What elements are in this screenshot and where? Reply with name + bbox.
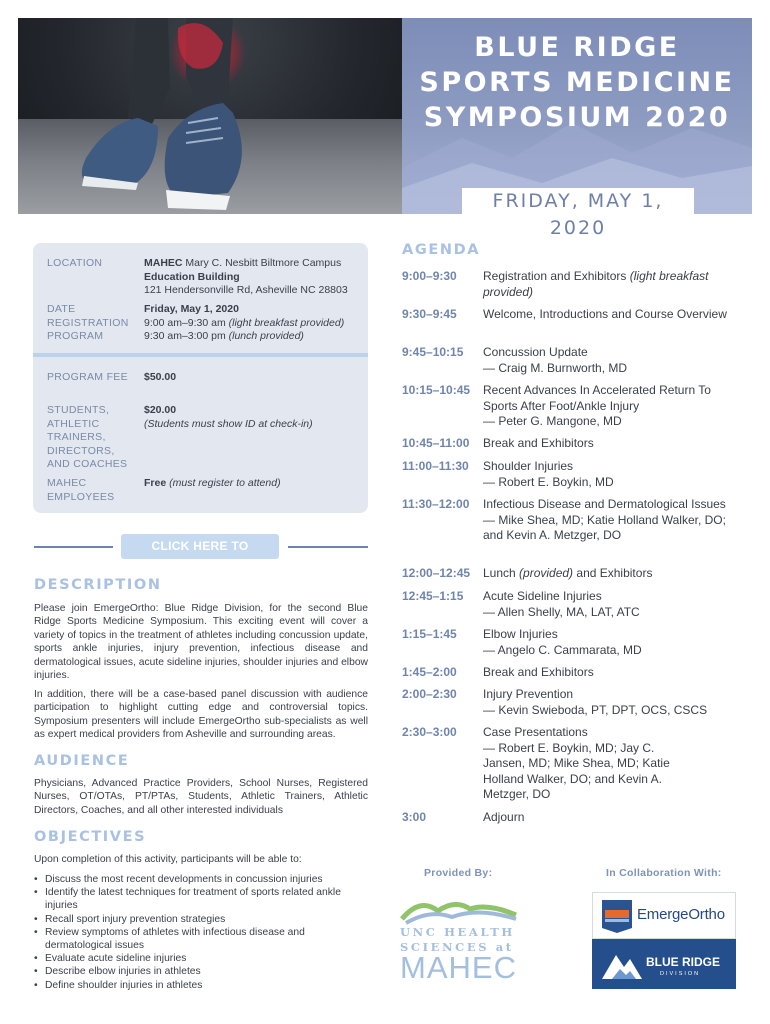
event-date-banner: FRIDAY, MAY 1, 2020: [462, 188, 694, 214]
emergeortho-wordmark: EmergeOrtho: [637, 906, 725, 923]
list-item: • Evaluate acute sideline injuries: [34, 952, 368, 965]
agenda-time: 9:00–9:30: [402, 269, 457, 283]
fee-value: $50.00: [144, 371, 177, 383]
fee-label: PROGRAM FEE: [47, 371, 128, 383]
description-heading: DESCRIPTION: [34, 577, 162, 593]
hero-banner: [18, 18, 752, 239]
agenda-title: Injury Prevention: [483, 687, 574, 701]
objectives-heading: OBJECTIVES: [34, 829, 147, 845]
list-item: • Review symptoms of athletes with infectious disease and dermatological issues: [34, 926, 368, 952]
provided-by-label: Provided By:: [424, 867, 493, 879]
location-label: LOCATION: [47, 257, 103, 269]
agenda-time: 2:30–3:00: [402, 725, 457, 739]
blue-ridge-mountain-icon: [600, 945, 644, 983]
date-values: [144, 303, 344, 344]
audience-text: Physicians, Advanced Practice Providers, School Nurses, Registered Nurses, OT/OTAs, PT/PTAs, Students, Athletic Trainers, Athletic Directors, Coaches, and all other interested individuals: [34, 778, 368, 816]
agenda-speaker: — Angelo C. Cammarata, MD: [483, 642, 642, 657]
agenda-title: Concussion Update: [483, 345, 588, 359]
location-address: 121 Hendersonville Rd, Asheville NC 28803: [144, 284, 348, 296]
agenda-time: 1:15–1:45: [402, 627, 457, 641]
mahec-employees-value: [144, 477, 281, 491]
agenda-title: Registration and Exhibitors: [483, 269, 630, 283]
agenda-speaker: — Kevin Swieboda, PT, DPT, OCS, CSCS: [483, 702, 708, 717]
agenda-title: Recent Advances In Accelerated Return To Sports After Foot/Ankle Injury: [483, 383, 711, 413]
date-label: DATE: [47, 303, 76, 315]
list-item: • Describe elbow injuries in athletes: [34, 965, 368, 978]
registration-note: (light breakfast provided): [228, 316, 345, 329]
agenda-title: Shoulder Injuries: [483, 459, 574, 473]
agenda-time: 1:45–2:00: [402, 665, 457, 679]
mahec-wordmark: MAHEC: [400, 950, 517, 985]
agenda-time: 2:00–2:30: [402, 687, 457, 701]
agenda-title-after: and Exhibitors: [573, 566, 653, 580]
agenda-title: Adjourn: [483, 810, 525, 824]
agenda-title: Case Presentations: [483, 725, 588, 739]
agenda-time: 12:00–12:45: [402, 566, 471, 580]
agenda-time: 9:45–10:15: [402, 345, 464, 359]
agenda-speaker: — Allen Shelly, MA, LAT, ATC: [483, 604, 640, 619]
agenda-speaker: — Robert E. Boykin, MD; Jay C. Jansen, MD; Mike Shea, MD; Katie Holland Walker, DO; and Kevin A. Metzger, DO: [483, 740, 670, 801]
students-label-line: STUDENTS,: [47, 404, 110, 416]
division-wordmark: DIVISION: [660, 971, 701, 977]
location-building: Education Building: [144, 270, 240, 283]
shoes-illustration: [18, 18, 402, 214]
event-info-box: [33, 243, 368, 513]
program-note: (lunch provided): [228, 330, 304, 342]
info-divider: [33, 353, 368, 357]
agenda-speaker: — Mike Shea, MD; Katie Holland Walker, DO; and Kevin A. Metzger, DO: [483, 512, 726, 542]
hero-photo-running-shoes: [18, 18, 402, 214]
date-value: Friday, May 1, 2020: [144, 303, 239, 315]
mahec-fee: Free: [144, 477, 167, 489]
program-time: 9:30 am–3:00 pm: [144, 330, 229, 342]
mahec-employees-label: [47, 477, 114, 504]
title-line-3: SYMPOSIUM 2020: [423, 102, 731, 133]
students-note: (Students must show ID at check-in): [144, 417, 313, 430]
agenda-time: 9:30–9:45: [402, 307, 457, 321]
date-labels: [47, 303, 129, 344]
agenda-title: Elbow Injuries: [483, 627, 558, 641]
agenda-time: 10:45–11:00: [402, 436, 470, 450]
collaboration-label: In Collaboration With:: [606, 867, 722, 879]
title-line-1: BLUE RIDGE: [474, 32, 680, 63]
mahec-label-line: MAHEC: [47, 477, 87, 489]
registration-label: REGISTRATION: [47, 316, 129, 329]
students-label: [47, 404, 127, 472]
mahec-line-2: SCIENCES at: [400, 940, 514, 954]
agenda-title: Lunch: [483, 566, 520, 580]
list-item: • Identify the latest techniques for treatment of sports related ankle injuries: [34, 886, 368, 912]
agenda-title: Break and Exhibitors: [483, 665, 594, 679]
register-divider-right: [288, 546, 368, 548]
agenda-title: Break and Exhibitors: [483, 436, 594, 450]
register-button[interactable]: CLICK HERE TO REGISTER: [121, 534, 279, 559]
location-value: [144, 257, 348, 298]
mahec-note: (must register to attend): [166, 477, 281, 489]
agenda-note: (light breakfast provided): [483, 269, 709, 299]
students-label-line: ATHLETIC: [47, 417, 100, 430]
audience-heading: AUDIENCE: [34, 753, 130, 769]
list-item: • Recall sport injury prevention strategies: [34, 913, 368, 926]
agenda-title: Infectious Disease and Dermatological Issues: [483, 497, 726, 511]
hero-title-panel: [402, 18, 752, 214]
students-label-line: DIRECTORS,: [47, 444, 115, 457]
description-paragraph-2: In addition, there will be a case-based panel discussion with audience participation to highlight cutting edge and controversial topics. Symposium presenters will include EmergeOrtho sub-specialists as well as expert medical providers from Asheville and surrounding areas.: [34, 689, 368, 741]
students-values: [144, 404, 313, 431]
registration-time: 9:00 am–9:30 am: [144, 316, 229, 329]
agenda-time: 11:30–12:00: [402, 497, 470, 511]
students-fee: $20.00: [144, 404, 177, 416]
location-org: MAHEC: [144, 257, 183, 269]
agenda-speaker: — Peter G. Mangone, MD: [483, 414, 622, 428]
agenda-heading: AGENDA: [402, 242, 481, 258]
symposium-title: [402, 30, 752, 135]
description-paragraph-1: Please join EmergeOrtho: Blue Ridge Division, for the second Blue Ridge Sports Medicine Symposium. This exciting event will cover a variety of topics in the treatment of athletes including concussion update, sports ankle injuries, injury prevention, infectious disease and dermatological issues, acute sideline injuries, shoulder injuries and elbow injuries.: [34, 603, 368, 682]
program-label: PROGRAM: [47, 330, 104, 342]
agenda-time: 11:00–11:30: [402, 459, 469, 473]
objectives-intro: Upon completion of this activity, participants will be able to:: [34, 854, 302, 865]
agenda-title: Acute Sideline Injuries: [483, 589, 602, 603]
agenda-time: 10:15–10:45: [402, 383, 471, 397]
agenda-title: Welcome, Introductions and Course Overview: [483, 307, 727, 321]
title-line-2: SPORTS MEDICINE: [419, 67, 735, 98]
emergeortho-logo: [592, 892, 736, 939]
blue-ridge-division-logo: [592, 939, 736, 989]
mahec-logo: [400, 893, 520, 985]
students-label-line: AND COACHES: [47, 458, 128, 470]
list-item: • Discuss the most recent developments in concussion injuries: [34, 873, 368, 886]
blue-ridge-wordmark: BLUE RIDGE: [646, 955, 721, 969]
register-divider-left: [34, 546, 113, 548]
emergeortho-shield-icon: [599, 898, 635, 934]
mahec-mountain-icon: [400, 893, 520, 925]
location-campus: Mary C. Nesbitt Biltmore Campus: [182, 257, 342, 269]
list-item: • Define shoulder injuries in athletes: [34, 979, 368, 992]
agenda-time: 3:00: [402, 810, 427, 824]
agenda-time: 12:45–1:15: [402, 589, 464, 603]
mahec-line-1: UNC HEALTH: [400, 925, 515, 939]
mahec-label-line: EMPLOYEES: [47, 490, 115, 503]
objectives-list: [34, 873, 368, 992]
agenda-note: (provided): [519, 566, 574, 580]
agenda-speaker: — Robert E. Boykin, MD: [483, 474, 614, 489]
agenda-speaker: — Craig M. Burnworth, MD: [483, 360, 628, 375]
students-label-line: TRAINERS,: [47, 431, 106, 443]
